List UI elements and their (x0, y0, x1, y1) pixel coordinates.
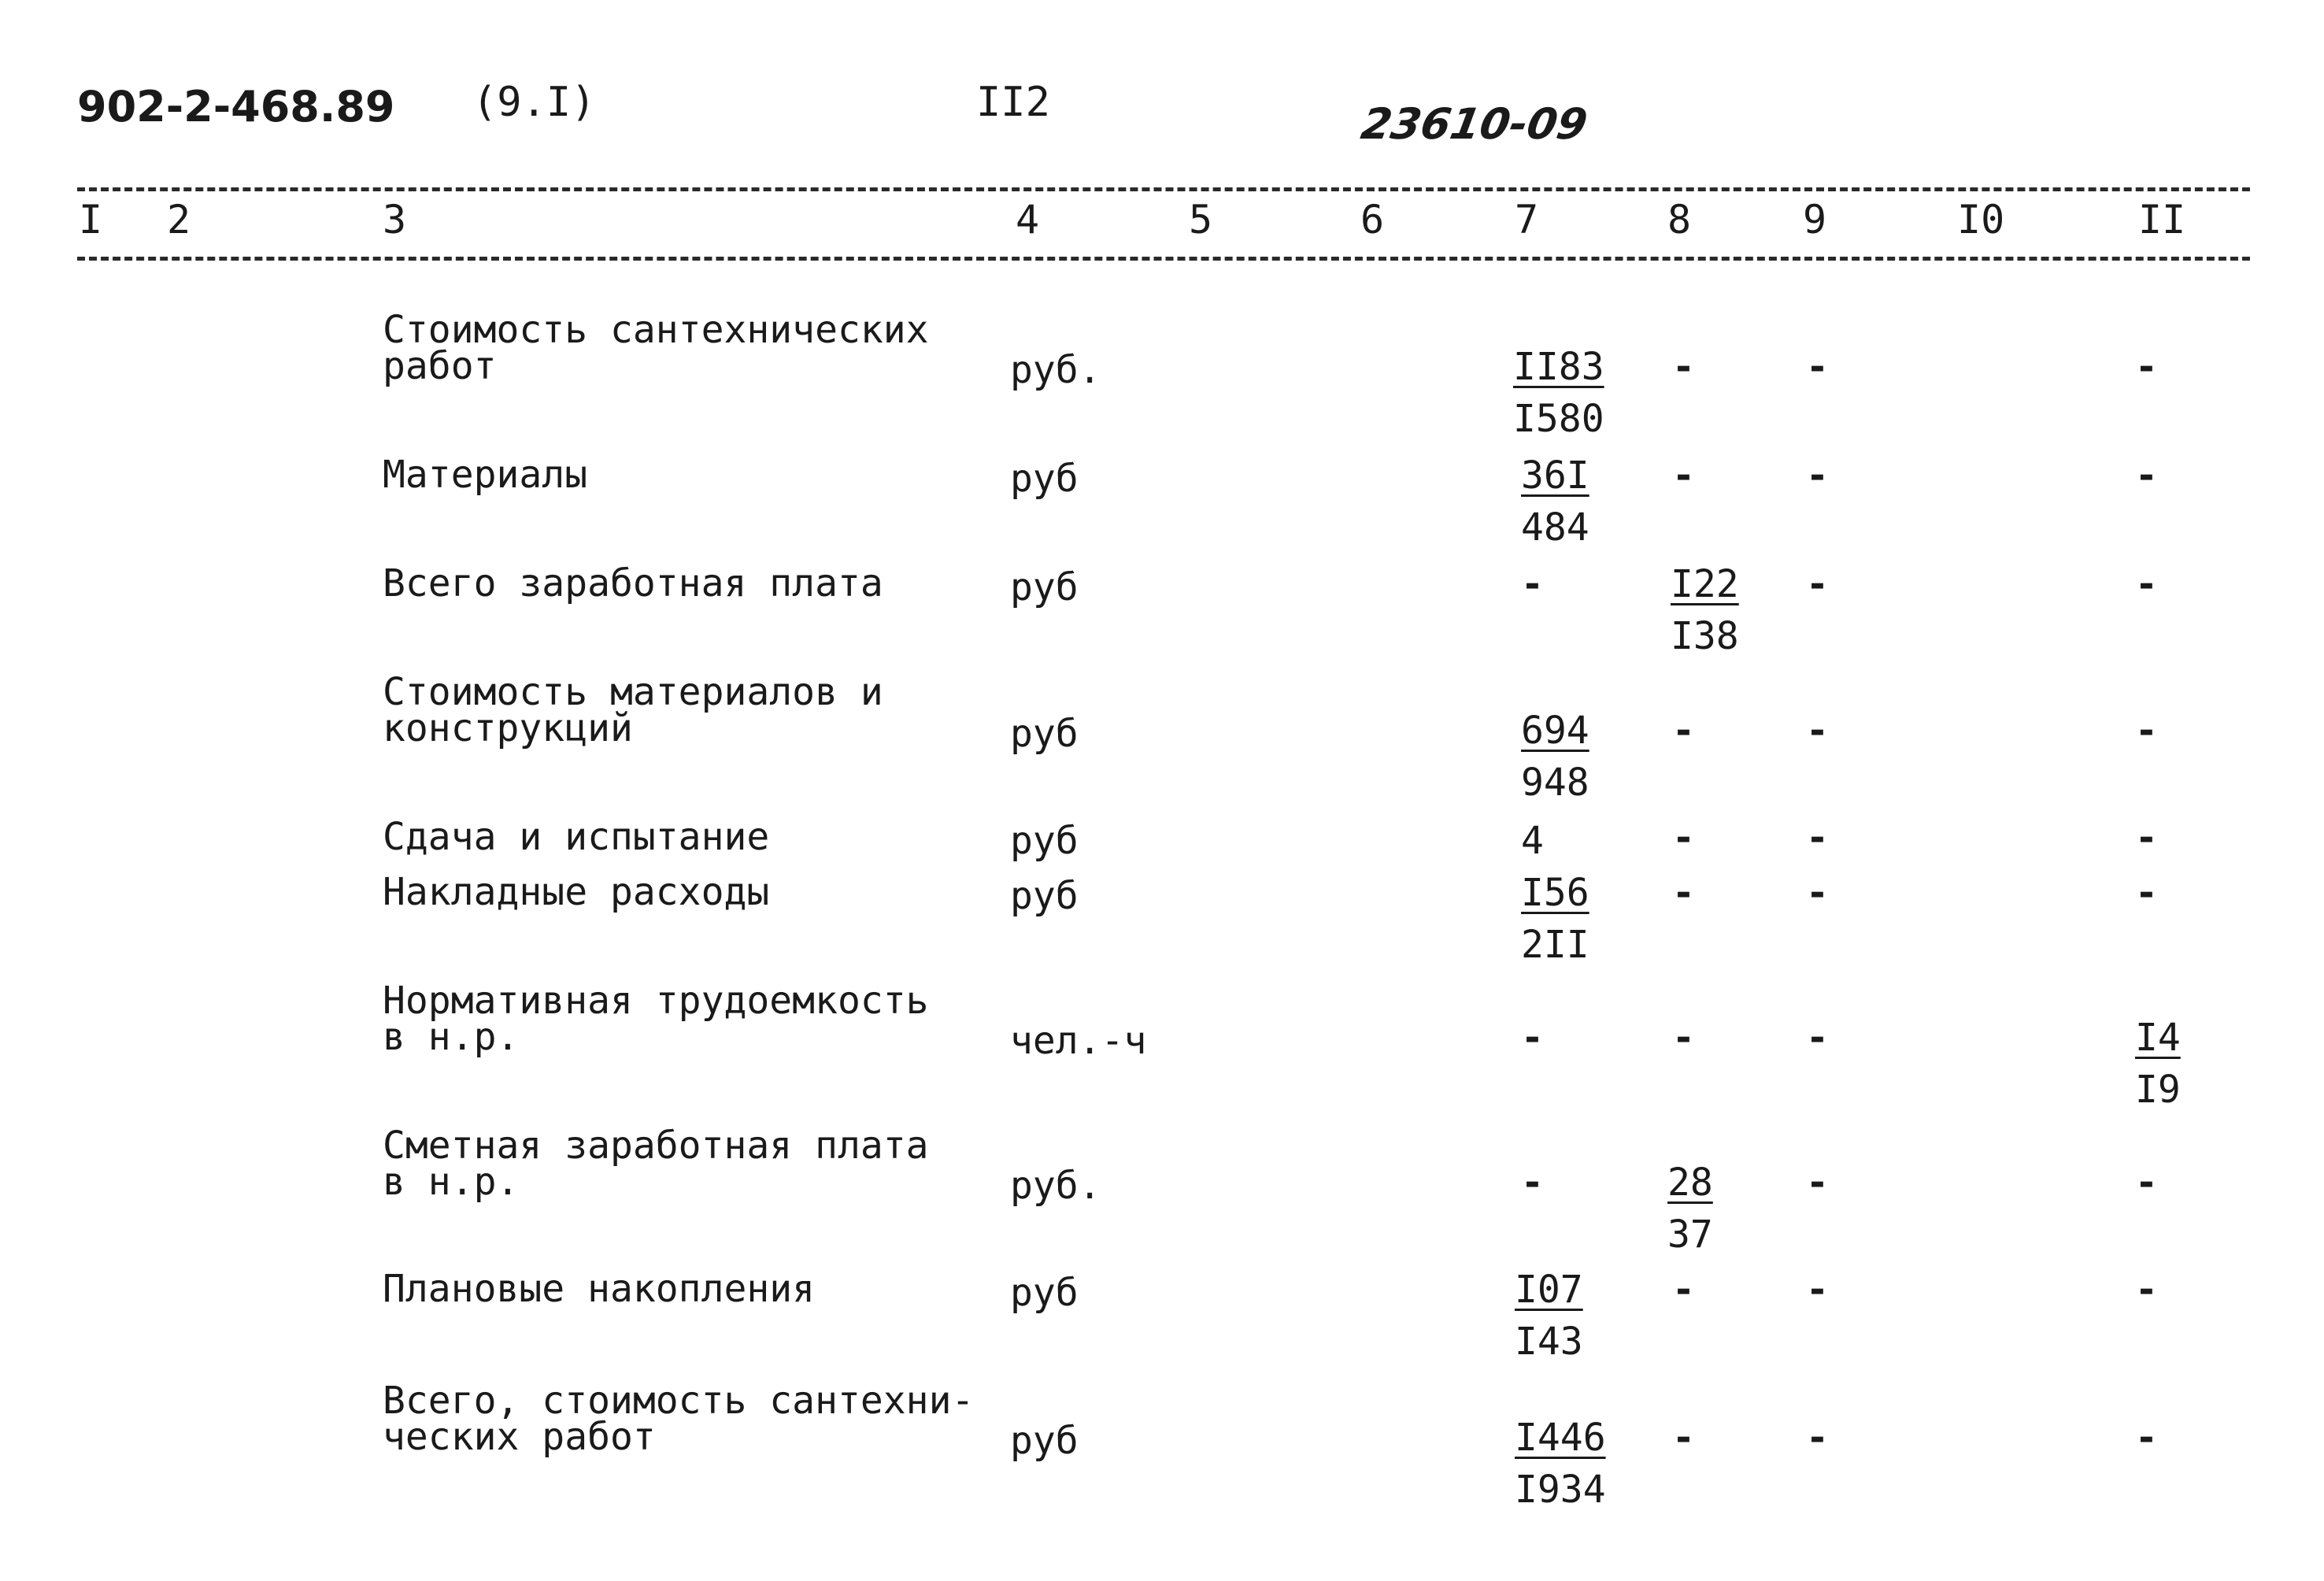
row-unit: руб. (1010, 1164, 1101, 1208)
row-unit: руб (1010, 819, 1079, 863)
document-code: 902-2-468.89 (77, 82, 395, 131)
fraction-value: $\frac{I4}{I9}$ (2135, 1016, 2181, 1112)
empty-value: - (1672, 345, 1695, 389)
empty-value: - (1672, 1416, 1695, 1460)
empty-value: - (1806, 816, 1829, 860)
row-label: Сметная заработная плата в н.р. (383, 1124, 929, 1204)
section-number: (9.I) (472, 79, 596, 126)
empty-value: - (1806, 1016, 1829, 1060)
empty-value: - (1672, 709, 1695, 753)
row-unit: руб (1010, 712, 1079, 756)
empty-value: - (1672, 1016, 1695, 1060)
empty-value: - (1521, 562, 1544, 606)
column-number: I0 (1957, 197, 2005, 243)
empty-value: - (2135, 871, 2158, 915)
row-unit: руб (1010, 874, 1079, 918)
column-number: 9 (1803, 197, 1827, 243)
empty-value: - (2135, 709, 2158, 753)
header-rule-bottom (77, 257, 2250, 261)
empty-value: - (1672, 454, 1695, 498)
empty-value: - (2135, 1416, 2158, 1460)
empty-value: - (2135, 1268, 2158, 1312)
page-number: II2 (976, 79, 1050, 126)
empty-value: - (1806, 871, 1829, 915)
column-number: 2 (167, 197, 191, 243)
fraction-value: $\frac{I07}{I43}$ (1515, 1268, 1583, 1364)
empty-value: - (1806, 454, 1829, 498)
empty-value: - (1521, 1016, 1544, 1060)
column-number: 3 (383, 197, 407, 243)
empty-value: - (1806, 1416, 1829, 1460)
row-label: Стоимость материалов и конструкций (383, 670, 883, 750)
row-label: Накладные расходы (383, 870, 770, 914)
row-unit: руб (1010, 457, 1079, 501)
empty-value: - (1806, 345, 1829, 389)
fraction-value: $\frac{II83}{I580}$ (1513, 345, 1604, 441)
fraction-value: $\frac{694}{948}$ (1521, 709, 1589, 805)
fraction-value: $\frac{36I}{484}$ (1521, 454, 1589, 550)
row-label: Всего заработная плата (383, 561, 883, 605)
row-label: Стоимость сантехнических работ (383, 308, 929, 388)
empty-value: - (1521, 1161, 1544, 1205)
empty-value: - (2135, 562, 2158, 606)
row-label: Плановые накопления (383, 1267, 816, 1311)
archive-code: 23610-09 (1357, 99, 1591, 149)
column-number: 6 (1360, 197, 1385, 243)
empty-value: - (1672, 871, 1695, 915)
column-number: II (2138, 197, 2186, 243)
row-unit: чел.-ч (1010, 1019, 1147, 1063)
empty-value: - (1806, 709, 1829, 753)
row-label: Сдача и испытание (383, 815, 770, 859)
fraction-value: $\frac{I446}{I934}$ (1515, 1416, 1606, 1512)
fraction-value: $\frac{I56}{2II}$ (1521, 871, 1589, 967)
row-label: Материалы (383, 453, 588, 497)
row-label: Нормативная трудоемкость в н.р. (383, 979, 929, 1059)
empty-value: - (1672, 816, 1695, 860)
row-unit: руб. (1010, 348, 1101, 392)
row-unit: руб (1010, 1271, 1079, 1315)
empty-value: - (2135, 345, 2158, 389)
empty-value: - (2135, 1161, 2158, 1205)
empty-value: - (1806, 1268, 1829, 1312)
empty-value: - (1672, 1268, 1695, 1312)
empty-value: - (1806, 1161, 1829, 1205)
empty-value: - (1806, 562, 1829, 606)
column-number: 5 (1189, 197, 1213, 243)
column-number: I (79, 197, 103, 243)
row-unit: руб (1010, 565, 1079, 609)
empty-value: - (2135, 816, 2158, 860)
column-number: 7 (1515, 197, 1539, 243)
column-number: 8 (1667, 197, 1692, 243)
column-number: 4 (1016, 197, 1040, 243)
empty-value: - (2135, 454, 2158, 498)
cell-value: 4 (1521, 819, 1544, 863)
fraction-value: $\frac{I22}{I38}$ (1671, 562, 1739, 658)
row-label: Всего, стоимость сантехни- ческих работ (383, 1379, 975, 1459)
header-rule-top (77, 187, 2250, 191)
row-unit: руб (1010, 1419, 1079, 1463)
fraction-value: $\frac{28}{37}$ (1667, 1161, 1713, 1257)
